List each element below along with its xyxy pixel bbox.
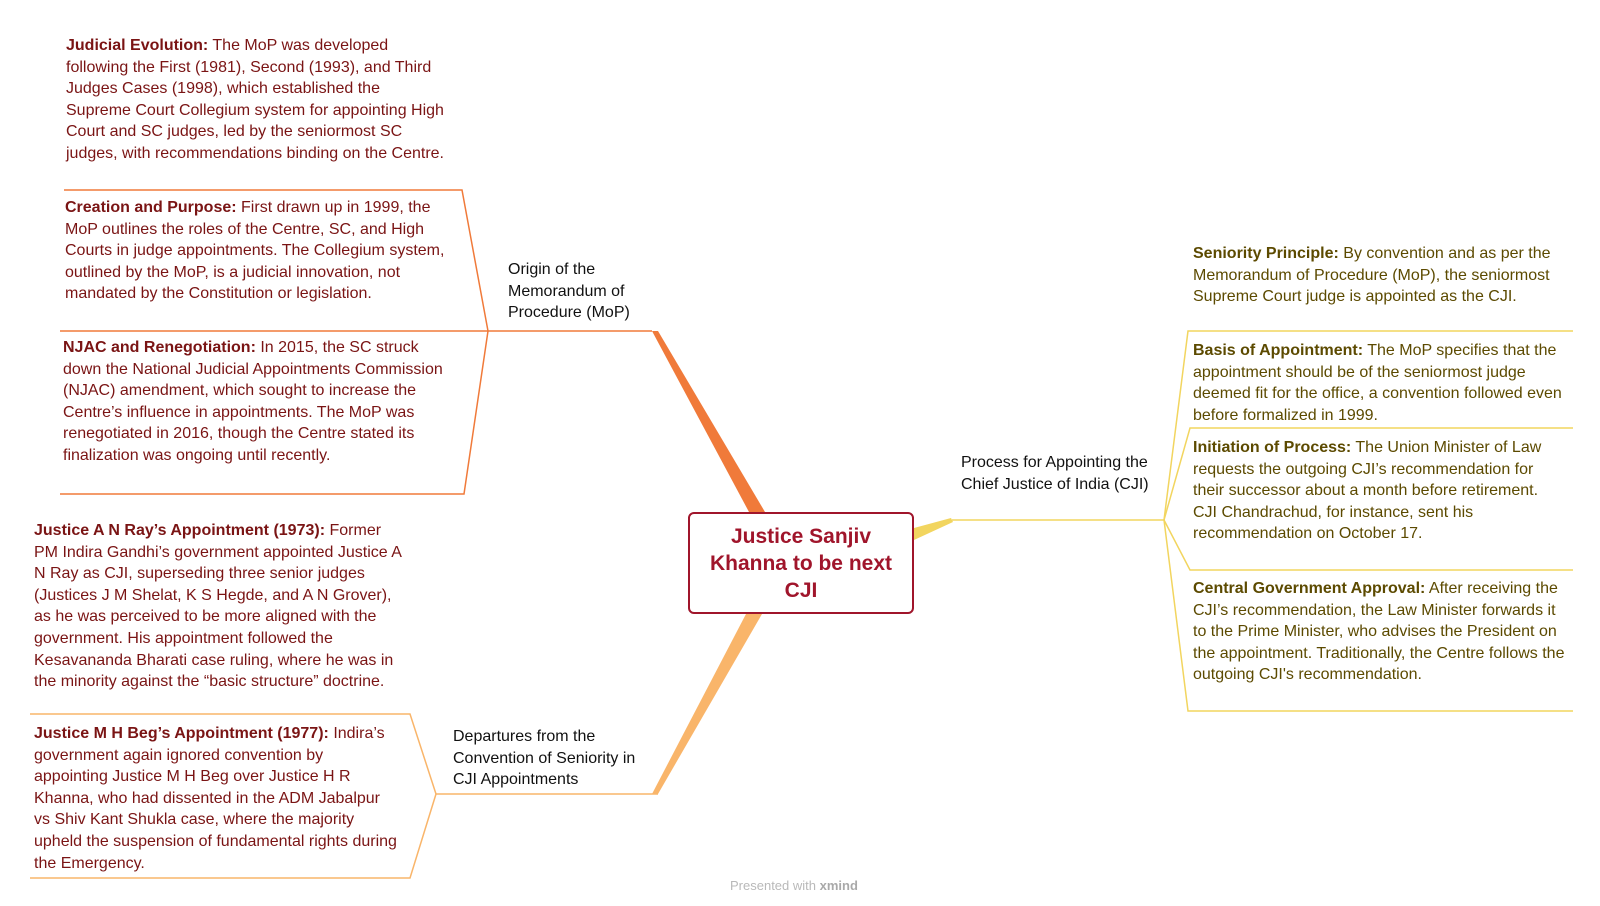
- leaf-text: First drawn up in 1999, the MoP outlines the roles of the Centre, SC, and High Courts in judge appointments. The Collegium system, outlined by the MoP, is a judicial innovation, not mandated by the Constitution or legislation.: [65, 199, 445, 303]
- leaf-heading: Basis of Appointment:: [1193, 342, 1364, 359]
- connector-departures-main: [652, 614, 762, 794]
- connector-process-main: [914, 518, 953, 540]
- leaf-text: The MoP was developed following the First (1981), Second (1993), and Third Judges Cases (1998), which established the Supreme Court Collegium system for appointing High Court and SC judges, led by the seniormost SC judges, with recommendations binding on the Centre.: [66, 37, 444, 162]
- central-topic[interactable]: Justice Sanjiv Khanna to be next CJI: [688, 512, 914, 614]
- leaf-judicial-evolution[interactable]: [66, 35, 446, 165]
- leaf-text: After receiving the CJI’s recommendation, the Law Minister forwards it to the Prime Minister, who advises the President on the appointment. Traditionally, the Centre follows the outgoing CJI's recommendation.: [1193, 580, 1565, 684]
- leaf-heading: NJAC and Renegotiation:: [63, 339, 256, 356]
- leaf-text: The Union Minister of Law requests the outgoing CJI’s recommendation for their successor about a month before retirement. CJI Chandrachud, for instance, sent his recommendation on October 17.: [1193, 439, 1542, 543]
- leaf-heading: Creation and Purpose:: [65, 199, 237, 216]
- footer-prefix: Presented with: [730, 878, 816, 893]
- leaf-seniority-principle[interactable]: [1193, 243, 1563, 308]
- leaf-heading: Judicial Evolution:: [66, 37, 209, 54]
- leaf-initiation-of-process[interactable]: [1193, 437, 1565, 545]
- xmind-logo-text[interactable]: xmind: [819, 878, 858, 893]
- leaf-text: The MoP specifies that the appointment should be of the seniormost judge deemed fit for the office, a convention followed even before formalized in 1999.: [1193, 342, 1562, 424]
- leaf-text: Indira’s government again ignored convention by appointing Justice M H Beg over Justice H R Khanna, who had dissented in the ADM Jabalpur vs Shiv Kant Shukla case, where the majority upheld the suspension of fundamental rights during the Emergency.: [34, 725, 397, 872]
- leaf-creation-purpose[interactable]: [65, 197, 459, 305]
- leaf-heading: Justice A N Ray’s Appointment (1973):: [34, 522, 326, 539]
- presented-with-footer: [730, 878, 858, 893]
- leaf-heading: Central Government Approval:: [1193, 580, 1426, 597]
- leaf-basis-of-appointment[interactable]: [1193, 340, 1565, 426]
- branch-process-title[interactable]: Process for Appointing the Chief Justice of India (CJI): [961, 454, 1149, 493]
- leaf-text: By convention and as per the Memorandum of Procedure (MoP), the seniormost Supreme Court judge is appointed as the CJI.: [1193, 245, 1551, 306]
- branch-departures-title[interactable]: Departures from the Convention of Seniority in CJI Appointments: [453, 728, 636, 788]
- leaf-text: Former PM Indira Gandhi’s government appointed Justice A N Ray as CJI, superseding three senior judges (Justices J M Shelat, K S Hegde, and A N Grover), as he was perceived to be more aligned with the government. His appointment followed the Kesavananda Bharati case ruling, where he was in the minority against the “basic structure” doctrine.: [34, 522, 402, 691]
- branch-origin-title[interactable]: Origin of the Memorandum of Procedure (MoP): [508, 261, 630, 321]
- leaf-heading: Justice M H Beg’s Appointment (1977):: [34, 725, 329, 742]
- connector-origin-main: [652, 331, 765, 512]
- leaf-njac-renegotiation[interactable]: [63, 337, 449, 467]
- leaf-heading: Initiation of Process:: [1193, 439, 1352, 456]
- leaf-mh-beg-appointment[interactable]: [34, 723, 398, 874]
- leaf-text: In 2015, the SC struck down the National Judicial Appointments Commission (NJAC) amendment, which sought to increase the Centre’s influence in appointments. The MoP was renegotiated in 2016, though the Centre stated its finalization was ongoing until recently.: [63, 339, 443, 464]
- leaf-an-ray-appointment[interactable]: [34, 520, 402, 693]
- leaf-heading: Seniority Principle:: [1193, 245, 1339, 262]
- leaf-central-govt-approval[interactable]: [1193, 578, 1571, 686]
